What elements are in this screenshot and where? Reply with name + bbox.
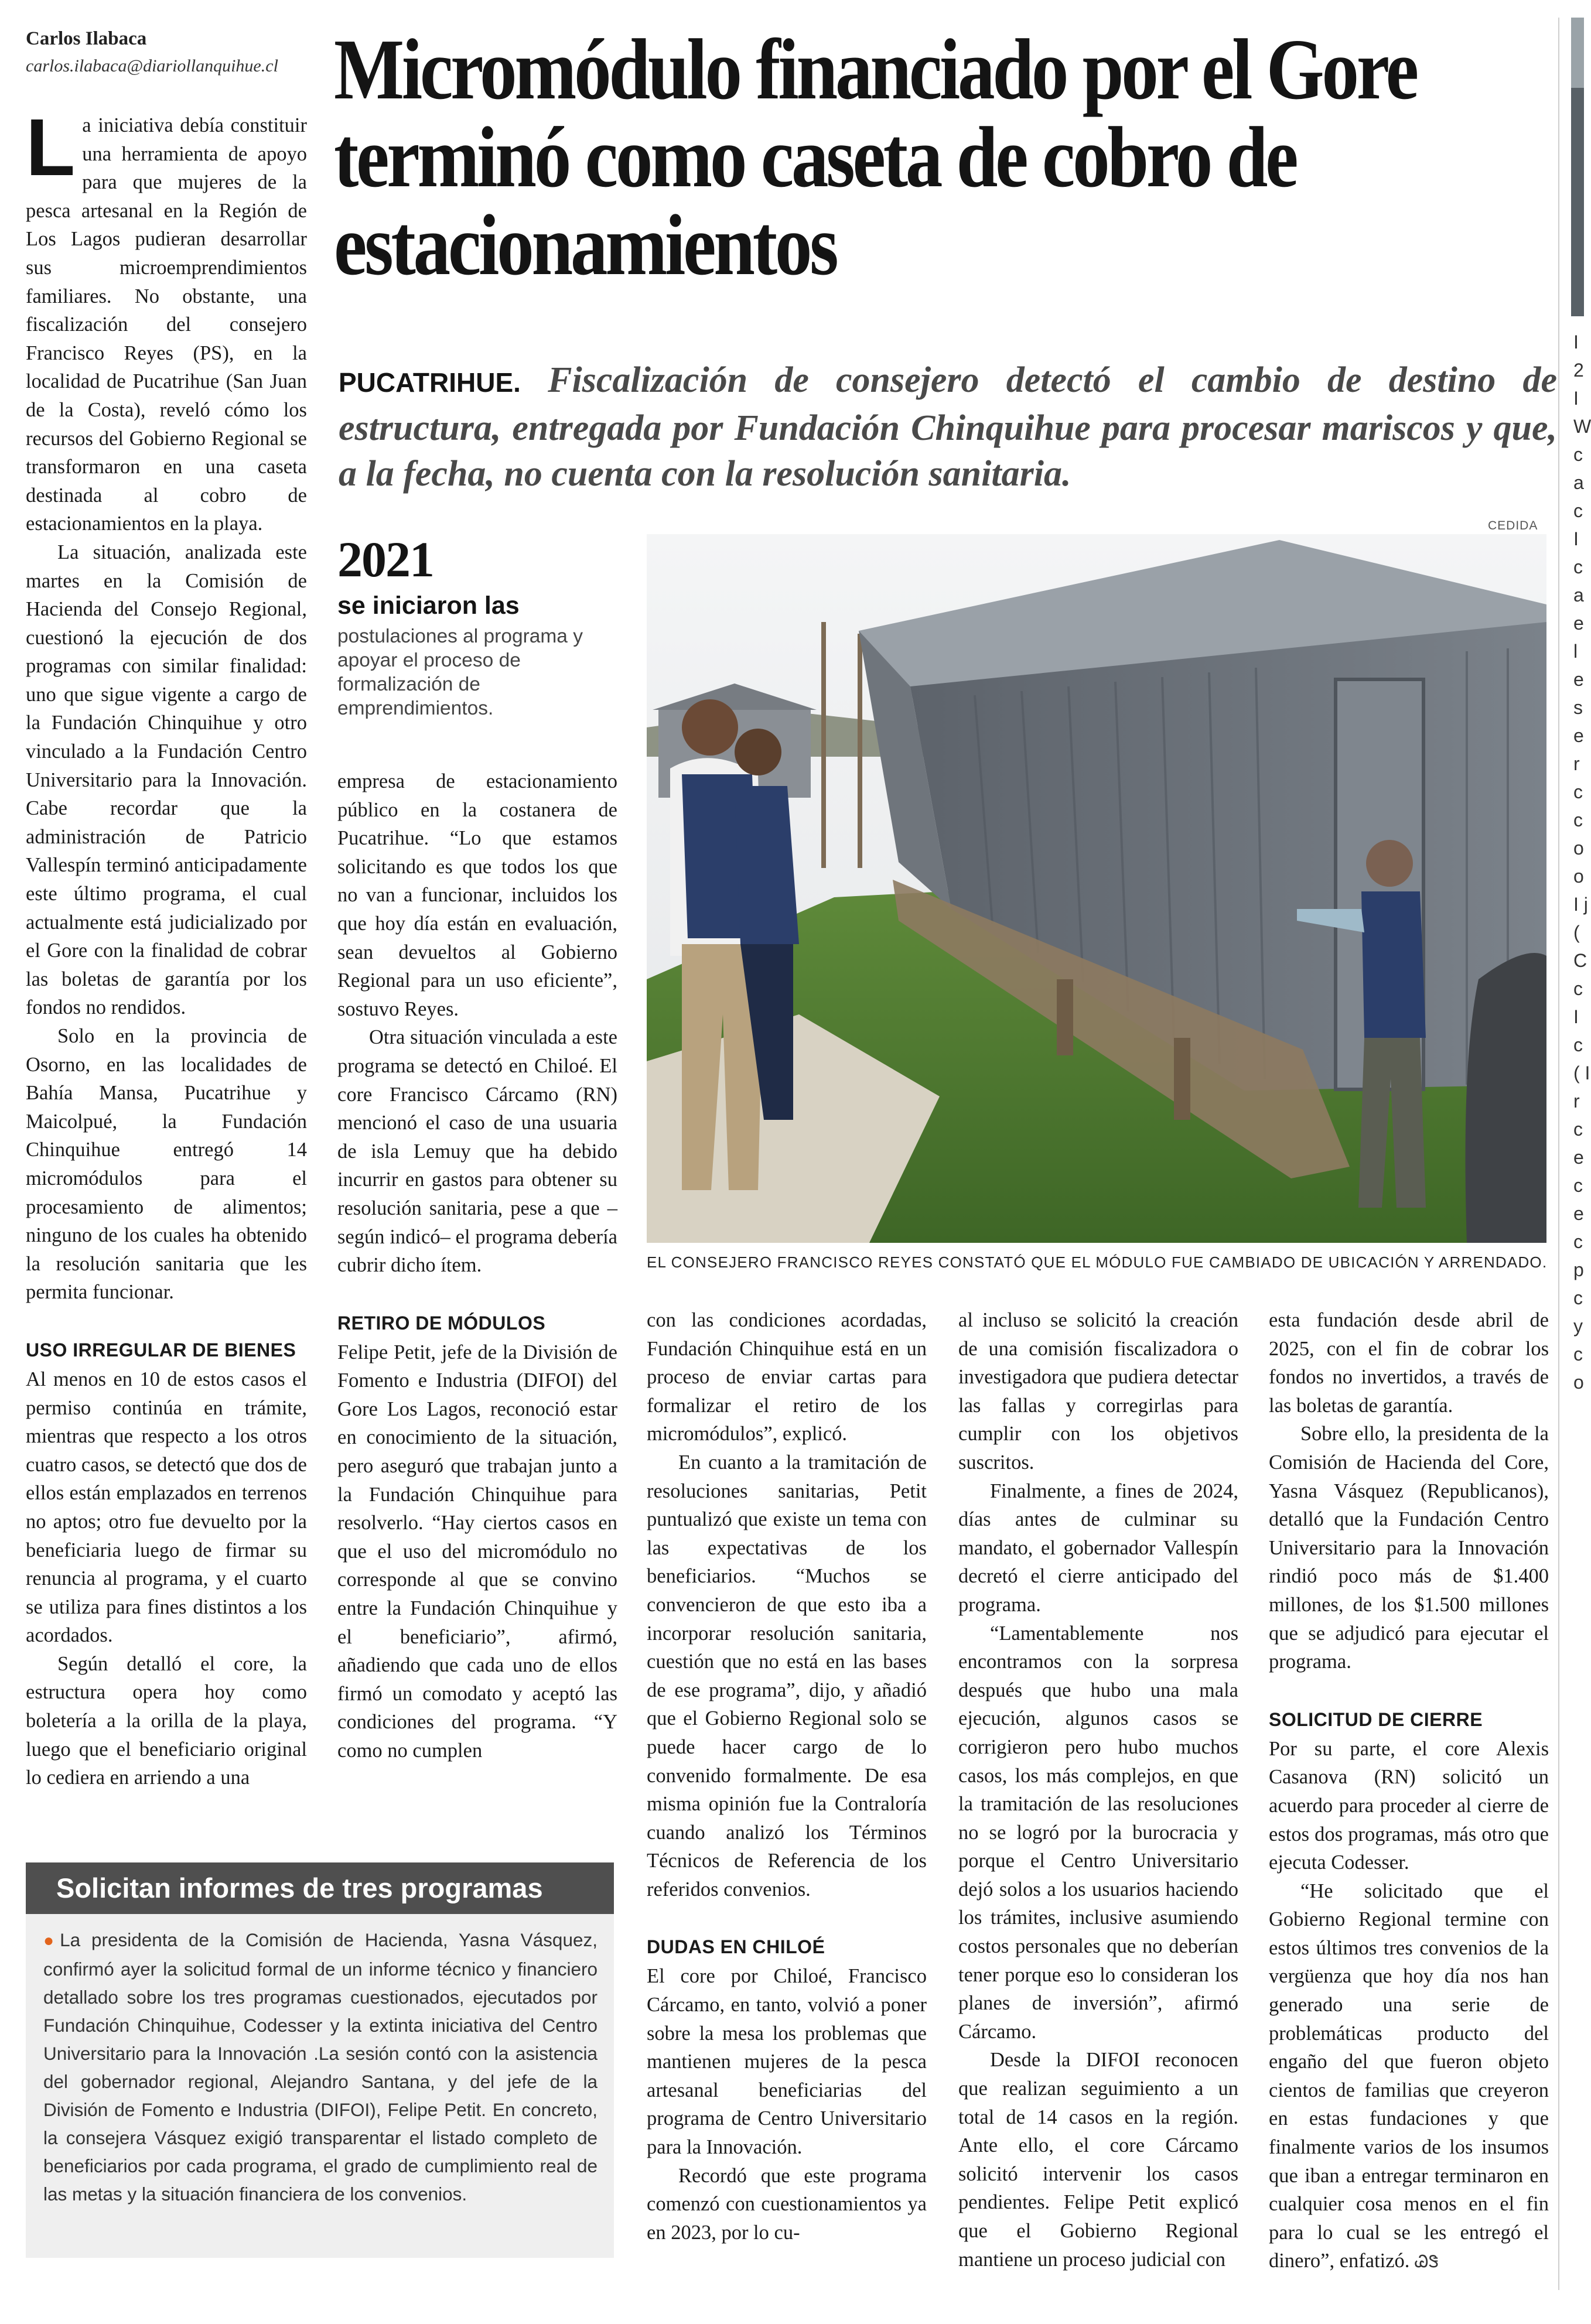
column-5	[1269, 1306, 1549, 2277]
deck-place: PUCATRIHUE.	[339, 367, 521, 398]
col5-para-3: Por su parte, el core Alexis Casanova (RN) solicitó un acuerdo para proceder al cierre de estos dos programas, más otro que ejecuta Codesser.	[1269, 1737, 1549, 1874]
subhead-solicitud-cierre: SOLICITUD DE CIERRE	[1269, 1708, 1483, 1730]
col3-para-1: con las condiciones acordadas, Fundación Chinquihue está en un proceso de enviar cartas para formalizar el retiro de los micromódulos”, explicó.	[647, 1309, 927, 1445]
col1-para-1-text: a iniciativa debía constituir una herramienta de apoyo para que mujeres de la pesca artesanal en la Región de Los Lagos pudieran desarrollar sus microemprendimientos familiares. No obstante, una fiscalización del consejero Francisco Reyes (PS), en la localidad de Pucatrihue (San Juan de la Costa), reveló cómo los recursos del Gobierno Regional se transformaron en una caseta destinada al cobro de estacionamientos en la playa.	[26, 114, 307, 535]
adjacent-page-text	[1573, 328, 1591, 1396]
dropcap: L	[26, 102, 76, 193]
bullet-icon: ●	[43, 1931, 60, 1950]
pullquote-lead: se iniciaron las	[337, 592, 520, 620]
headline: Micromódulo financiado por el Gore terminó como caseta de cobro de estacionamientos	[334, 22, 1416, 293]
col5-para-2: Sobre ello, la presidenta de la Comisión de Hacienda del Core, Yasna Vásquez (Republicanos), detalló que la Fundación Centro Universitario para la Innovación rindió poco más de $1.400 millones, de los $1.500 millones que se adjudicó para ejecutar el programa.	[1269, 1423, 1549, 1673]
col1-para-4: Al menos en 10 de estos casos el permiso continúa en trámite, mientras que respecto a los otros cuatro casos, se detectó que dos de ellos están emplazados en terrenos no aptos; otro fue devuelto por la beneficiaria luego de firmar su renuncia al programa, y el cuarto se utiliza para fines distintos a los acordados.	[26, 1368, 307, 1647]
photo-caption: EL CONSEJERO FRANCISCO REYES CONSTATÓ QUE EL MÓDULO FUE CAMBIADO DE UBICACIÓN Y ARRENDADO.	[647, 1253, 1548, 1271]
col4-para-1: al incluso se solicitó la creación de una comisión fiscalizadora o investigadora que pudiera detectar las fallas y corregirlas para cumplir con los objetivos suscritos.	[958, 1309, 1238, 1474]
sidebar-box	[26, 1862, 614, 2258]
subhead-retiro: RETIRO DE MÓDULOS	[337, 1312, 546, 1334]
subhead-uso-irregular: USO IRREGULAR DE BIENES	[26, 1339, 296, 1361]
col3-para-4: Recordó que este programa comenzó con cuestionamientos ya en 2023, por lo cu-	[647, 2164, 927, 2244]
column-2	[337, 767, 617, 1765]
subhead-dudas-chiloe: DUDAS EN CHILOÉ	[647, 1936, 825, 1958]
end-mark-icon: ᏊᏕ	[1415, 2253, 1439, 2271]
col3-para-2: En cuanto a la tramitación de resoluciones sanitarias, Petit puntualizó que existe un tema con las expectativas de los beneficiarios. “Muchos se convencieron de que esto iba a incorporar resolución sanitaria, cuestión que no está en las bases de ese programa”, dijo, y añadió que el Gobierno Regional solo se puede hacer cargo de lo convenido formalmente. De esa misma opinión fue la Contraloría cuando analizó los Términos Técnicos de Referencia de los referidos convenios.	[647, 1451, 927, 1901]
sidebar-box-text	[43, 1926, 598, 2208]
deck	[339, 357, 1557, 497]
col5-para-4-text: “He solicitado que el Gobierno Regional termine con estos últimos tres convenios de la vergüenza que hoy día nos han generado una serie de problemáticas producto del engaño del que fueron objeto cientos de familias que creyeron en estas fundaciones y que finalmente varios de los insumos que iban a entregar terminaron en cualquier cosa menos en el fin para lo cual se les entregó el dinero”, enfatizó.	[1269, 1879, 1549, 2272]
sidebar-box-title: Solicitan informes de tres programas	[26, 1862, 614, 1914]
adjacent-page-photo	[1571, 18, 1584, 316]
col5-para-1: esta fundación desde abril de 2025, con el fin de cobrar los fondos no invertidos, a través de las boletas de garantía.	[1269, 1309, 1549, 1417]
photo-illustration	[647, 534, 1546, 1243]
byline-author: Carlos Ilabaca	[26, 28, 147, 49]
col2-para-2: Otra situación vinculada a este programa se detectó en Chiloé. El core Francisco Cárcamo (RN) mencionó el caso de una usuaria de isla Lemuy que ha debido incurrir en gastos para obtener su resolución sanitaria, pese a que –según indicó– el programa debería cubrir dicho ítem.	[337, 1026, 617, 1277]
column-4	[958, 1306, 1238, 2274]
col1-para-5: Según detalló el core, la estructura opera hoy como boletería a la orilla de la playa, luego que el beneficiario original lo cediera en arriendo a una	[26, 1652, 307, 1789]
col2-para-1: empresa de estacionamiento público en la costanera de Pucatrihue. “Lo que estamos solicitando es que todos los que no van a funcionar, incluidos los que hoy día están en evaluación, sean devueltos al Gobierno Regional para un uso eficiente”, sostuvo Reyes.	[337, 770, 617, 1020]
adjacent-text-1: I 2 I W c a c I c a e l e s e r c c o o	[1573, 331, 1591, 887]
article-photo	[647, 534, 1546, 1243]
column-1	[26, 102, 307, 1792]
pullquote-year: 2021	[337, 531, 433, 587]
adjacent-text-2: I j ( C c I c ( I r c e c e c p c y c o	[1573, 894, 1590, 1393]
col4-para-4: Desde la DIFOI reconocen que realizan seguimiento a un total de 14 casos en la región. Ante ello, el core Cárcamo solicitó intervenir los casos pendientes. Felipe Petit explicó que el Gobierno Regional mantiene un proceso judicial con	[958, 2049, 1238, 2271]
col3-para-3: El core por Chiloé, Francisco Cárcamo, en tanto, volvió a poner sobre la mesa los problemas que mantienen mujeres de la pesca artesanal beneficiarias del programa de Centro Universitario para la Innovación.	[647, 1965, 927, 2159]
col1-para-2: La situación, analizada este martes en la Comisión de Hacienda del Consejo Regional, cuestionó la ejecución de dos programas con similar finalidad: uno que sigue vigente a cargo de la Fundación Chinquihue y otro vinculado a la Fundación Centro Universitario para la Innovación. Cabe recordar que la administración de Patricio Vallespín terminó anticipadamente este último programa, el cual actualmente está judicializado por el Gore con la finalidad de cobrar las boletas de garantía por los fondos no rendidos.	[26, 541, 307, 1019]
col1-para-3: Solo en la provincia de Osorno, en las localidades de Bahía Mansa, Pucatrihue y Maicolpué, la Fundación Chinquihue entregó 14 micromódulos para el procesamiento de alimentos; ninguno de los cuales ha obtenido la resolución sanitaria que les permita funcionar.	[26, 1025, 307, 1304]
photo-credit: CEDIDA	[1488, 519, 1538, 532]
column-rule	[1558, 18, 1559, 2290]
sidebar-box-body: La presidenta de la Comisión de Hacienda, Yasna Vásquez, confirmó ayer la solicitud formal de un informe técnico y financiero detallado sobre los tres programas cuestionados, ejecutados por Fundación Chinquihue, Codesser y la extinta iniciativa del Centro Universitario para la Innovación .La sesión contó con la asistencia del gobernador regional, Alejandro Santana, y del jefe de la División de Fomento e Industria (DIFOI), Felipe Petit. En concreto, la consejera Vásquez exigió transparentar el listado completo de beneficiarios por cada programa, el grado de cumplimiento real de las metas y la situación financiera de los convenios.	[43, 1929, 598, 2205]
col4-para-3: “Lamentablemente nos encontramos con la sorpresa después que hubo una mala ejecución, algunos casos se corrigieron pero hubo muchos casos, los más complejos, en que la tramitación de las resoluciones no se logró por la burocracia y porque el Centro Universitario dejó solos a los usuarios haciendo los trámites, inclusive asumiendo costos personales que no deberían tener porque eso lo consideran los planes de inversión”, afirmó Cárcamo.	[958, 1622, 1238, 2043]
adjacent-photo-fragment	[1571, 18, 1584, 316]
pullquote-body: postulaciones al programa y apoyar el proceso de formalización de emprendimientos.	[337, 626, 583, 719]
col5-para-4	[1269, 1877, 1549, 2277]
byline-email[interactable]: carlos.ilabaca@diariollanquihue.cl	[26, 56, 278, 76]
col1-para-1	[26, 102, 307, 538]
col2-para-3: Felipe Petit, jefe de la División de Fomento e Industria (DIFOI) del Gore Los Lagos, reconoció estar en conocimiento de la situación, pero aseguró que trabajan junto a la Fundación Chinquihue para resolverlo. “Hay ciertos casos en que el uso del micromódulo no corresponde al que se convino entre la Fundación Chinquihue y el beneficiario”, afirmó, añadiendo que cada uno de ellos firmó un comodato y aceptó las condiciones del programa. “Y como no cumplen	[337, 1341, 617, 1762]
column-3	[647, 1306, 927, 2247]
col4-para-2: Finalmente, a fines de 2024, días antes de culminar su mandato, el gobernador Vallespín decretó el cierre anticipado del programa.	[958, 1479, 1238, 1616]
deck-text: Fiscalización de consejero detectó el cambio de destino de estructura, entregada por Fundación Chinquihue para procesar mariscos y que, a la fecha, no cuenta con la resolución sanitaria.	[339, 360, 1557, 494]
